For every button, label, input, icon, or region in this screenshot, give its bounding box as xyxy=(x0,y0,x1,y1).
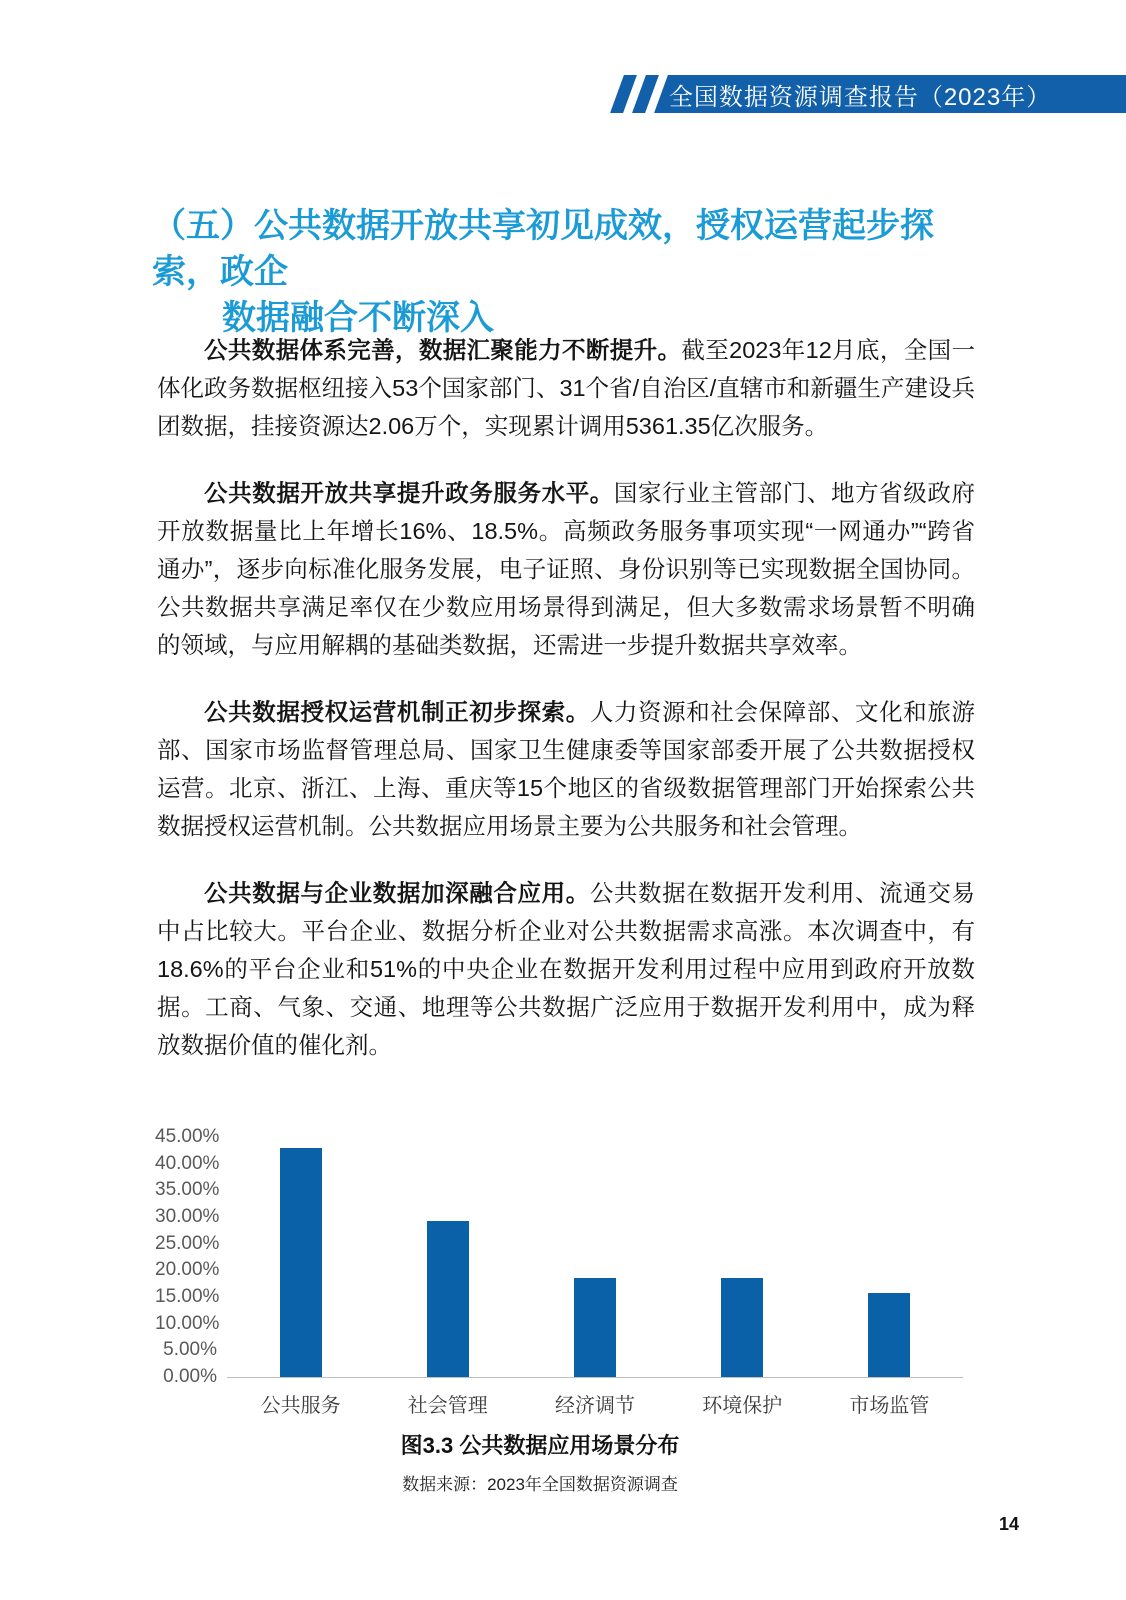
bar-slot xyxy=(374,1137,521,1377)
figure-source: 数据来源：2023年全国数据资源调查 xyxy=(402,1475,678,1494)
paragraph xyxy=(157,693,975,845)
figure-caption: 图3.3 公共数据应用场景分布 xyxy=(400,1433,680,1458)
paragraph xyxy=(157,474,975,664)
y-axis-tick-label: 40.00% xyxy=(155,1152,220,1174)
paragraph-lead: 公共数据开放共享提升政务服务水平。 xyxy=(204,480,614,506)
paragraph-body: 公共数据在数据开发利用、流通交易中占比较大。平台企业、数据分析企业对公共数据需求高涨。本次调查中，有18.6%的平台企业和51%的中央企业在数据开发利用过程中应用到政府开放数据。工商、气象、交通、地理等公共数据广泛应用于数据开发利用中，成为释放数据价值的催化剂。 xyxy=(157,880,976,1058)
report-title: 全国数据资源调查报告（2023年） xyxy=(669,83,1052,111)
section-heading-line-1: （五）公共数据开放共享初见成效，授权运营起步探索，政企 xyxy=(152,207,934,291)
chart-plot xyxy=(227,1137,963,1378)
y-axis-tick-label: 5.00% xyxy=(163,1339,217,1361)
page-number: 14 xyxy=(999,1514,1020,1534)
y-axis-tick-label: 25.00% xyxy=(155,1232,220,1254)
bar-slot xyxy=(521,1137,668,1377)
paragraph-body: 国家行业主管部门、地方省级政府开放数据量比上年增长16%、18.5%。高频政务服务事项实现“一网通办”“跨省通办”，逐步向标准化服务发展，电子证照、身份识别等已实现数据全国协同。公共数据共享满足率仅在少数应用场景得到满足，但大多数需求场景暂不明确的领域，与应用解耦的基础类数据，还需进一步提升数据共享效率。 xyxy=(157,480,976,658)
category-label: 社会管理 xyxy=(407,1395,488,1417)
bar-chart xyxy=(155,1123,965,1495)
paragraph-lead: 公共数据授权运营机制正初步探索。 xyxy=(204,699,590,725)
paragraph-lead: 公共数据体系完善，数据汇聚能力不断提升。 xyxy=(204,337,682,363)
bar xyxy=(427,1221,469,1377)
category-label: 环境保护 xyxy=(702,1395,783,1417)
y-axis-tick-label: 35.00% xyxy=(155,1179,220,1201)
bar xyxy=(280,1148,322,1377)
y-axis-tick-label: 0.00% xyxy=(163,1366,217,1387)
y-axis-tick-label: 45.00% xyxy=(155,1126,220,1147)
paragraph xyxy=(157,331,975,445)
paragraph-lead: 公共数据与企业数据加深融合应用。 xyxy=(204,880,590,906)
y-axis-tick-label: 20.00% xyxy=(155,1259,220,1281)
bar xyxy=(574,1278,616,1377)
bar-slot xyxy=(816,1137,963,1377)
bar xyxy=(868,1293,910,1377)
y-axis-tick-label: 15.00% xyxy=(155,1286,220,1307)
page-header xyxy=(617,75,1126,113)
y-axis-tick-label: 30.00% xyxy=(155,1206,220,1227)
bar xyxy=(721,1278,763,1377)
category-label: 经济调节 xyxy=(555,1395,635,1417)
section-heading xyxy=(152,203,992,341)
category-label: 市场监管 xyxy=(849,1395,930,1417)
bar-slot xyxy=(227,1137,374,1377)
y-axis-tick-label: 10.00% xyxy=(155,1312,220,1334)
paragraph-body: 人力资源和社会保障部、文化和旅游部、国家市场监督管理总局、国家卫生健康委等国家部委开展了公共数据授权运营。北京、浙江、上海、重庆等15个地区的省级数据管理部门开始探索公共数据授权运营机制。公共数据应用场景主要为公共服务和社会管理。 xyxy=(157,699,976,839)
paragraph xyxy=(157,874,975,1064)
header-banner xyxy=(654,75,1126,113)
category-label: 公共服务 xyxy=(260,1395,341,1417)
section-heading-line-2: 数据融合不断深入 xyxy=(222,299,494,337)
chart-area xyxy=(155,1123,965,1415)
chart-categories xyxy=(227,1389,963,1418)
body-text xyxy=(157,331,975,1093)
bar-slot xyxy=(669,1137,816,1377)
paragraph-body: 截至2023年12月底，全国一体化政务数据枢纽接入53个国家部门、31个省/自治区/直辖市和新疆生产建设兵团数据，挂接资源达2.06万个，实现累计调用5361.35亿次服务。 xyxy=(157,337,976,439)
